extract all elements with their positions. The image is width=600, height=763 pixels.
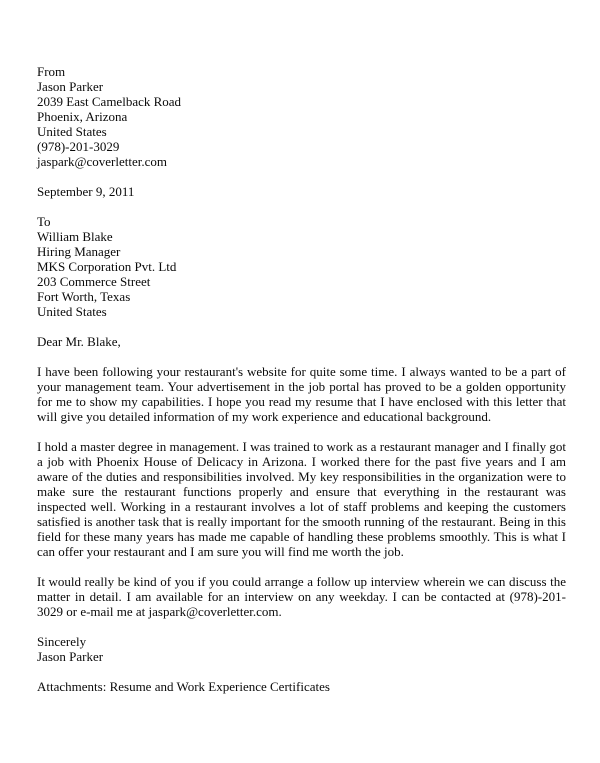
sender-label: From <box>37 64 66 79</box>
recipient-company: MKS Corporation Pvt. Ltd <box>37 259 177 274</box>
sender-email: jaspark@coverletter.com <box>37 154 167 169</box>
sender-block <box>37 64 566 169</box>
closing-block <box>37 634 566 664</box>
recipient-name: William Blake <box>37 229 113 244</box>
letter-date: September 9, 2011 <box>37 184 135 199</box>
sender-name: Jason Parker <box>37 79 104 94</box>
closing-name: Jason Parker <box>37 649 104 664</box>
attachments-text: Attachments: Resume and Work Experience Certificates <box>37 679 330 694</box>
body-paragraph-intro: I have been following your restaurant's website for quite some time. I always wanted to be a part of your management team. Your advertisement in the job portal has proved to be a golden opportunity for me to show my capabilities. I hope you read my resume that I have enclosed with this letter that will give you detailed information of my work experience and educational background. <box>37 364 566 424</box>
salutation <box>37 334 566 349</box>
recipient-street: 203 Commerce Street <box>37 274 151 289</box>
salutation-text: Dear Mr. Blake, <box>37 334 121 349</box>
body-paragraph-experience: I hold a master degree in management. I was trained to work as a restaurant manager and I finally got a job with Phoenix House of Delicacy in Arizona. I worked there for the past five years and I am aware of the duties and responsibilities involved. My key responsibilities in the organization were to make sure the restaurant functions properly and ensure that everything in the restaurant was inspected well. Working in a restaurant involves a lot of staff problems and keeping the customers satisfied is another task that is really important for the smooth running of the restaurant. Being in this field for these many years has made me capable of handling these problems smoothly. This is what I can offer your restaurant and I am sure you will find me worth the job. <box>37 439 566 559</box>
recipient-label: To <box>37 214 51 229</box>
recipient-title: Hiring Manager <box>37 244 121 259</box>
sender-country: United States <box>37 124 107 139</box>
body-paragraph-followup: It would really be kind of you if you could arrange a follow up interview wherein we can discuss the matter in detail. I am available for an interview on any weekday. I can be contacted at (978)-201-3029 or e-mail me at jaspark@coverletter.com. <box>37 574 566 619</box>
recipient-country: United States <box>37 304 107 319</box>
date-line <box>37 184 566 199</box>
closing-signoff: Sincerely <box>37 634 87 649</box>
sender-phone: (978)-201-3029 <box>37 139 120 154</box>
attachments-line <box>37 679 566 694</box>
sender-city: Phoenix, Arizona <box>37 109 128 124</box>
recipient-block <box>37 214 566 319</box>
sender-street: 2039 East Camelback Road <box>37 94 182 109</box>
recipient-city: Fort Worth, Texas <box>37 289 131 304</box>
